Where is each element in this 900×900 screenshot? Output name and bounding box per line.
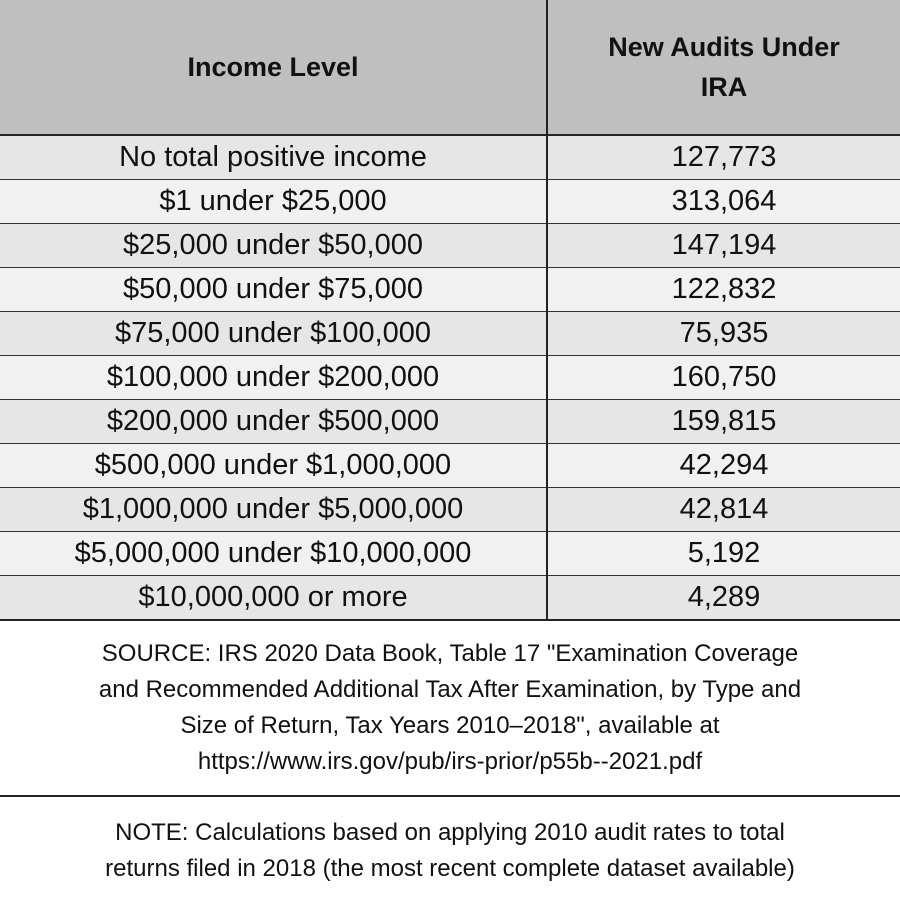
new-audits-cell: 313,064 — [547, 180, 900, 224]
source-line: Size of Return, Tax Years 2010–2018", available at — [180, 712, 720, 739]
source-citation — [0, 636, 900, 780]
income-level-cell: $200,000 under $500,000 — [0, 400, 547, 444]
income-level-cell: $10,000,000 or more — [0, 576, 547, 621]
income-level-cell: $500,000 under $1,000,000 — [0, 444, 547, 488]
note — [0, 815, 900, 887]
table-row — [0, 135, 900, 180]
new-audits-cell: 127,773 — [547, 135, 900, 180]
income-level-header-line: Income Level — [187, 52, 359, 82]
table-row — [0, 444, 900, 488]
header-row — [0, 0, 900, 135]
new-audits-cell: 5,192 — [547, 532, 900, 576]
new-audits-header-line-1: New Audits Under — [608, 32, 840, 62]
table-row — [0, 400, 900, 444]
new-audits-cell: 159,815 — [547, 400, 900, 444]
source-url: https://www.irs.gov/pub/irs-prior/p55b--2021.pdf — [197, 748, 703, 775]
table-row — [0, 532, 900, 576]
note-line: NOTE: Calculations based on applying 2010 audit rates to total — [115, 819, 785, 846]
note-line: returns filed in 2018 (the most recent complete dataset available) — [105, 855, 795, 882]
income-level-cell: $1,000,000 under $5,000,000 — [0, 488, 547, 532]
table-row — [0, 356, 900, 400]
source-line: and Recommended Additional Tax After Examination, by Type and — [98, 676, 802, 703]
new-audits-cell: 75,935 — [547, 312, 900, 356]
income-level-cell: $5,000,000 under $10,000,000 — [0, 532, 547, 576]
new-audits-cell: 147,194 — [547, 224, 900, 268]
table-row — [0, 576, 900, 621]
table-row — [0, 180, 900, 224]
new-audits-cell: 160,750 — [547, 356, 900, 400]
income-level-cell: No total positive income — [0, 135, 547, 180]
new-audits-cell: 4,289 — [547, 576, 900, 621]
table-row — [0, 488, 900, 532]
divider — [0, 795, 900, 797]
income-level-cell: $1 under $25,000 — [0, 180, 547, 224]
new-audits-cell: 42,294 — [547, 444, 900, 488]
income-level-cell: $25,000 under $50,000 — [0, 224, 547, 268]
new-audits-cell: 42,814 — [547, 488, 900, 532]
income-level-header — [0, 0, 547, 135]
table-row — [0, 312, 900, 356]
new-audits-cell: 122,832 — [547, 268, 900, 312]
new-audits-header — [547, 0, 900, 135]
table-body — [0, 135, 900, 620]
table-row — [0, 224, 900, 268]
income-level-cell: $100,000 under $200,000 — [0, 356, 547, 400]
source-line: SOURCE: IRS 2020 Data Book, Table 17 "Examination Coverage — [101, 640, 799, 667]
table-row — [0, 268, 900, 312]
income-level-cell: $75,000 under $100,000 — [0, 312, 547, 356]
income-level-cell: $50,000 under $75,000 — [0, 268, 547, 312]
new-audits-header-line-2: IRA — [700, 72, 748, 102]
